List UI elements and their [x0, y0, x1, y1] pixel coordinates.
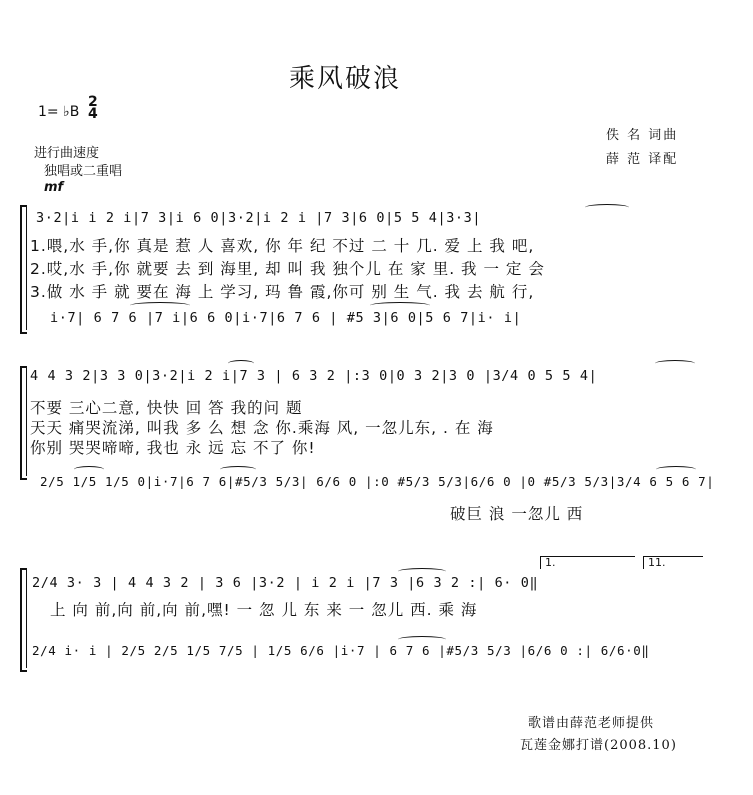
- dynamic-marking: mf: [44, 180, 64, 195]
- lyricist-composer: 佚 名 词曲: [606, 128, 679, 143]
- system1-lower-staff: i·7| 6 7 6 |7 i|6 6 0|i·7|6 7 6 | #5 3|6 0|5 6 7|i· i|: [50, 310, 522, 326]
- footer-credit-typesetter: 瓦莲金娜打谱(2008.10): [520, 738, 677, 753]
- system1-upper-staff: 3·2|i i 2 i|7 3|i 6 0|3·2|i 2 i |7 3|6 0|5 5 4|3·3|: [36, 210, 482, 226]
- performance-note: 独唱或二重唱: [44, 164, 123, 179]
- system1-lower-slur: [130, 302, 190, 309]
- time-signature-denominator: 4: [88, 106, 98, 122]
- system2-lyric-verse1: 不要 三心二意, 快快 回 答 我的问 题: [30, 399, 303, 417]
- arranger: 薛 范 译配: [606, 152, 679, 167]
- page-title: 乘风破浪: [288, 64, 401, 94]
- system2-slur: [228, 360, 254, 367]
- system2-lower-staff: 2/5 1/5 1/5 0|i·7|6 7 6|#5/3 5/3| 6/6 0 |:0 #5/3 5/3|6/6 0 |0 #5/3 5/3|3/4 6 5 6 7|: [40, 474, 715, 489]
- system2-lower-lyrics: 破巨 浪 一忽儿 西: [450, 505, 584, 523]
- time-signature-numerator: 2: [88, 94, 98, 110]
- system3-upper-staff: 2/4 3· 3 | 4 4 3 2 | 3 6 |3·2 | i 2 i |7 3 |6 3 2 :| 6· 0‖: [32, 575, 539, 591]
- system2-slur-2: [655, 360, 695, 367]
- system2-lyric-verse3: 你别 哭哭啼啼, 我也 永 远 忘 不了 你!: [30, 439, 316, 457]
- time-signature: [88, 96, 98, 120]
- system1-lower-slur-2: [370, 302, 430, 309]
- system1-slur: [585, 204, 629, 211]
- system1-lyric-verse2: 2.哎,水 手,你 就要 去 到 海里, 却 叫 我 独个儿 在 家 里. 我 一 定 会: [30, 260, 545, 278]
- system1-lyric-verse1: 1.喂,水 手,你 真是 惹 人 喜欢, 你 年 纪 不过 二 十 几. 爱 上 我 吧,: [30, 237, 535, 255]
- system3-start-bar: [26, 568, 27, 668]
- system3-lower-slur: [398, 636, 446, 643]
- volta-first-ending: 1.: [540, 556, 635, 569]
- key-signature: 1= ♭B: [38, 104, 80, 120]
- volta-second-ending: 11.: [643, 556, 703, 569]
- system2-lyric-verse2: 天天 痛哭流涕, 叫我 多 么 想 念 你.乘海 风, 一忽儿东, . 在 海: [30, 419, 494, 437]
- system2-lower-slur-2: [220, 466, 256, 473]
- system3-slur: [398, 568, 446, 575]
- tempo-marking: 进行曲速度: [34, 146, 100, 161]
- system1-lyric-verse3: 3.做 水 手 就 要在 海 上 学习, 玛 鲁 霞,你可 别 生 气. 我 去 航 行,: [30, 283, 535, 301]
- system3-lyrics: 上 向 前,向 前,向 前,嘿! 一 忽 儿 东 来 一 忽儿 西. 乘 海: [50, 601, 478, 619]
- system2-lower-slur: [74, 466, 104, 473]
- system2-upper-staff: 4 4 3 2|3 3 0|3·2|i 2 i|7 3 | 6 3 2 |:3 0|0 3 2|3 0 |3/4 0 5 5 4|: [30, 368, 598, 384]
- system2-start-bar: [26, 366, 27, 476]
- system1-start-bar: [26, 205, 27, 330]
- system2-lower-slur-3: [656, 466, 696, 473]
- footer-credit-source: 歌谱由薛范老师提供: [528, 716, 655, 731]
- system3-lower-staff: 2/4 i· i | 2/5 2/5 1/5 7/5 | 1/5 6/6 |i·7 | 6 7 6 |#5/3 5/3 |6/6 0 :| 6/6·0‖: [32, 643, 650, 658]
